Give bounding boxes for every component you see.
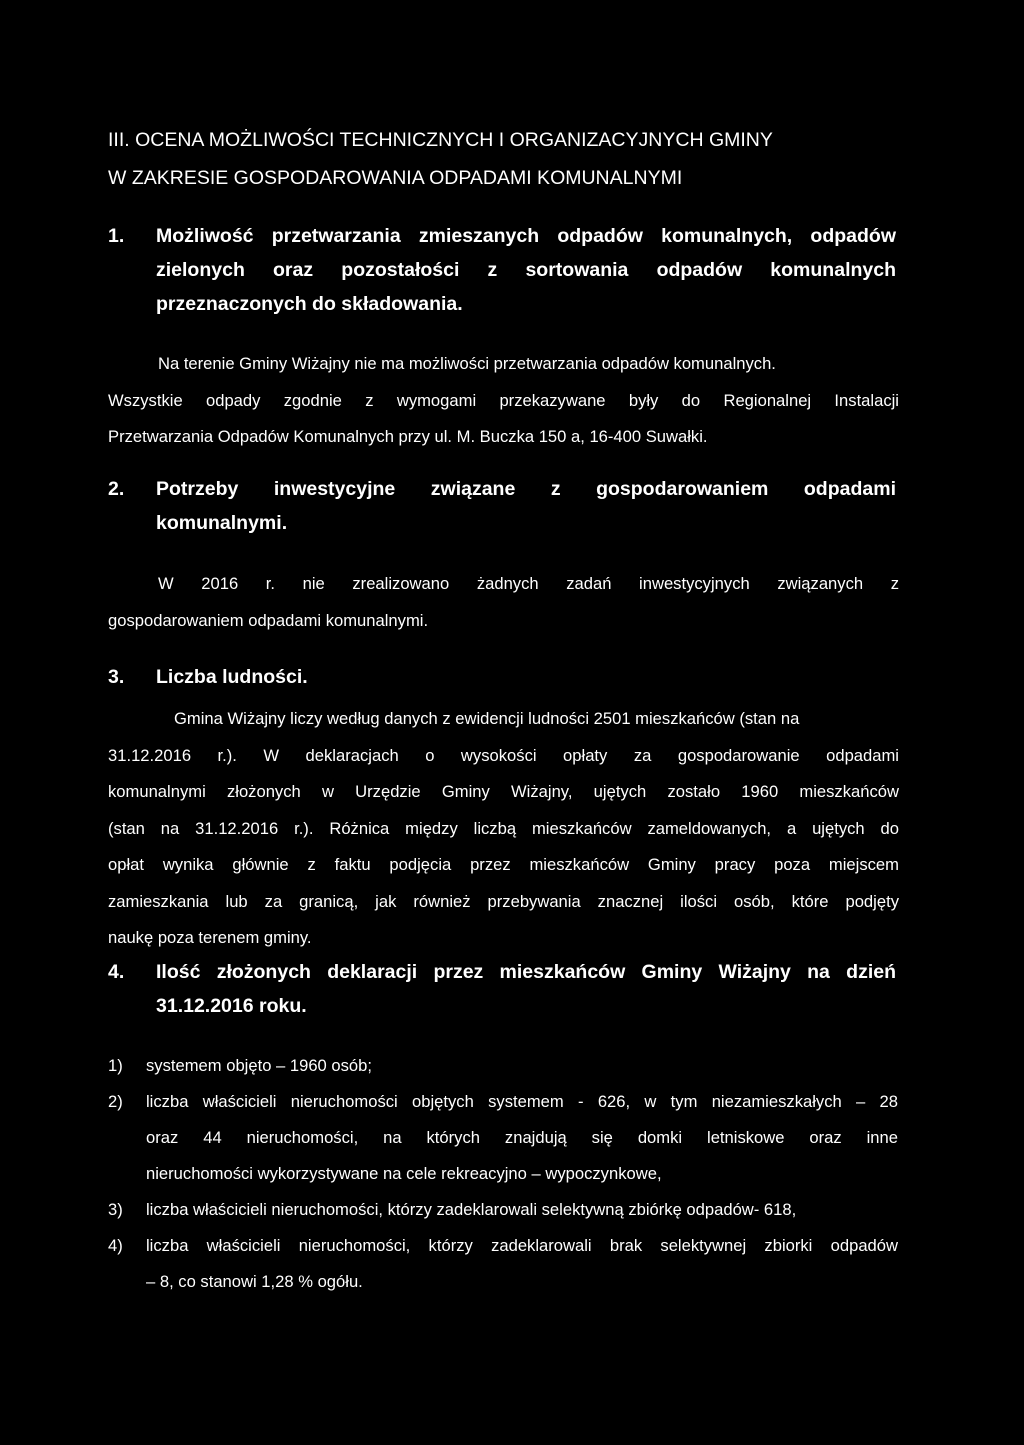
paragraph-line: W 2016 r. nie zrealizowano żadnych zadań inwestycyjnych związanych z (158, 574, 899, 593)
list-item (108, 1048, 898, 1084)
section-2-title (108, 472, 908, 540)
list-item-number: 2) (108, 1092, 123, 1111)
paragraph-line: Wszystkie odpady zgodnie z wymogami przekazywane były do Regionalnej Instalacji (108, 390, 899, 410)
section-number: 1. (108, 225, 125, 247)
section-number: 2. (108, 478, 125, 500)
section-number: 3. (108, 666, 125, 688)
section-heading (108, 121, 908, 197)
paragraph-line: zamieszkania lub za granicą, jak również przebywania znacznej ilości osób, które podjęty (108, 891, 899, 911)
paragraph-line: gospodarowaniem odpadami komunalnymi. (108, 610, 429, 630)
title-line: Potrzeby inwestycyjne związane z gospodarowaniem odpadami (156, 478, 896, 500)
paragraph-line: (stan na 31.12.2016 r.). Różnica między liczbą mieszkańców zameldowanych, a ujętych do (108, 818, 899, 838)
section-2-body (108, 566, 899, 639)
title-line: komunalnymi. (156, 512, 288, 534)
declarations-list (108, 1048, 898, 1300)
title-line: 31.12.2016 roku. (156, 995, 307, 1017)
title-line: Możliwość przetwarzania zmieszanych odpadów komunalnych, odpadów (156, 225, 896, 247)
heading-line: III. OCENA MOŻLIWOŚCI TECHNICZNYCH I ORGANIZACYJNYCH GMINY (108, 129, 773, 151)
list-item-number: 1) (108, 1056, 123, 1075)
title-line: Liczba ludności. (156, 666, 308, 688)
list-item-number: 4) (108, 1236, 123, 1255)
section-number: 4. (108, 961, 125, 983)
list-item-line: liczba właścicieli nieruchomości objętych systemem - 626, w tym niezamieszkałych – 28 (146, 1092, 898, 1111)
list-item (108, 1192, 898, 1228)
paragraph-line: komunalnymi złożonych w Urzędzie Gminy Wiżajny, ujętych zostało 1960 mieszkańców (108, 782, 899, 801)
list-item-line: liczba właścicieli nieruchomości, którzy zadeklarowali selektywną zbiórkę odpadów- 618, (146, 1200, 797, 1219)
section-1-body (108, 346, 899, 456)
paragraph-line: Przetwarzania Odpadów Komunalnych przy ul. M. Buczka 150 a, 16-400 Suwałki. (108, 427, 708, 446)
paragraph-line: opłat wynika głównie z faktu podjęcia przez mieszkańców Gminy pracy poza miejscem (108, 855, 899, 874)
list-item-line: oraz 44 nieruchomości, na których znajdują się domki letniskowe oraz inne (146, 1128, 898, 1147)
section-4-title (108, 955, 908, 1023)
paragraph-line: Gmina Wiżajny liczy według danych z ewidencji ludności 2501 mieszkańców (stan na (174, 709, 800, 728)
title-line: przeznaczonych do składowania. (156, 293, 463, 315)
section-1-title (108, 219, 908, 321)
list-item-line: systemem objęto – 1960 osób; (146, 1056, 372, 1075)
title-line: Ilość złożonych deklaracji przez mieszkańców Gminy Wiżajny na dzień (156, 961, 896, 983)
section-3-title (108, 660, 908, 694)
list-item-line: nieruchomości wykorzystywane na cele rekreacyjno – wypoczynkowe, (146, 1164, 662, 1183)
title-line: zielonych oraz pozostałości z sortowania odpadów komunalnych (156, 259, 896, 281)
heading-line: W ZAKRESIE GOSPODAROWANIA ODPADAMI KOMUNALNYMI (108, 167, 683, 189)
paragraph-line: Na terenie Gminy Wiżajny nie ma możliwości przetwarzania odpadów komunalnych. (158, 354, 776, 373)
paragraph-line: naukę poza terenem gminy. (108, 928, 312, 947)
paragraph-line: 31.12.2016 r.). W deklaracjach o wysokości opłaty za gospodarowanie odpadami (108, 745, 899, 765)
list-item-line: liczba właścicieli nieruchomości, którzy zadeklarowali brak selektywnej zbiorki odpadów (146, 1236, 898, 1255)
section-3-body (108, 701, 899, 957)
list-item-line: – 8, co stanowi 1,28 % ogółu. (146, 1272, 363, 1291)
list-item (108, 1084, 898, 1192)
list-item (108, 1228, 898, 1300)
list-item-number: 3) (108, 1200, 123, 1219)
